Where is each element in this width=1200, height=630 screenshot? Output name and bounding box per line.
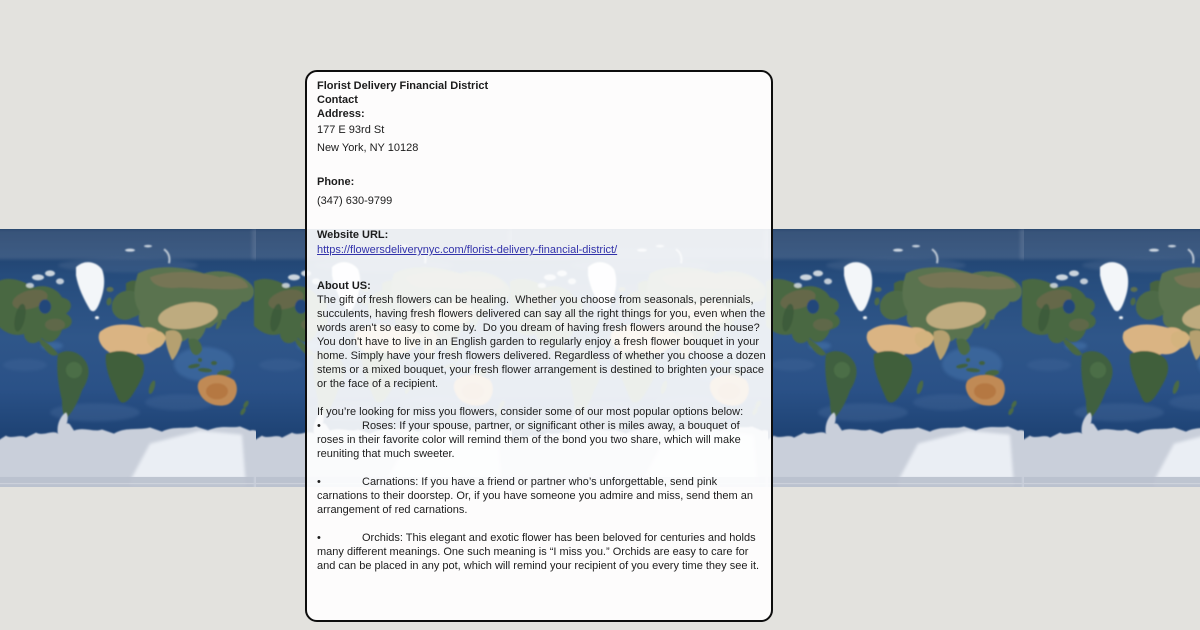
phone-value: (347) 630-9799	[317, 195, 393, 207]
website-link[interactable]: https://flowersdeliverynyc.com/florist-delivery-financial-district/	[317, 244, 618, 256]
list-item-roses	[317, 419, 767, 461]
address-label: Address:	[317, 108, 365, 120]
bullet-icon: •	[317, 476, 321, 488]
website-label: Website URL:	[317, 229, 389, 241]
options-intro: If you’re looking for miss you flowers, consider some of our most popular options below:	[317, 406, 744, 418]
list-item-text: Carnations: If you have a friend or partner who’s unforgettable, send pink carnations to their doorstep. Or, if you have someone you admire and miss, send them an arrangement of red carnations.	[317, 476, 753, 516]
bullet-icon: •	[317, 420, 321, 432]
phone-label: Phone:	[317, 176, 355, 188]
about-paragraph: The gift of fresh flowers can be healing. Whether you choose from seasonals, perennials, succulents, having fresh flowers delivered can say all the right things for you, even when the words aren't so easy to come by. Do you dream of having fresh flowers around the house? You don't have to live in an English garden to regularly enjoy a fresh flower bouquet in your home. Simply have your fresh flowers delivered. Regardless of whether you choose a dozen stems or a mixed bouquet, your fresh flower arrangement is destined to brighten your space or the face of a recipient.	[317, 294, 769, 390]
about-label: About US:	[317, 280, 371, 292]
address-line2: New York, NY 10128	[317, 142, 419, 154]
address-line1: 177 E 93rd St	[317, 124, 385, 136]
list-item-carnations	[317, 475, 767, 517]
list-item-text: Orchids: This elegant and exotic flower has been beloved for centuries and holds many different meanings. One such meaning is “I miss you.” Orchids are easy to care for and can be placed in any pot, which will remind your recipient of you every time they see it.	[317, 532, 760, 572]
business-info-card	[305, 70, 773, 622]
bullet-icon: •	[317, 532, 321, 544]
website-line	[317, 242, 767, 258]
list-item-text: Roses: If your spouse, partner, or significant other is miles away, a bouquet of roses in their favorite color will remind them of the bond you two share, which will make reuniting that much sweeter.	[317, 420, 741, 460]
list-item-orchids	[317, 531, 767, 573]
business-title: Florist Delivery Financial District	[317, 80, 489, 92]
contact-heading: Contact	[317, 94, 358, 106]
